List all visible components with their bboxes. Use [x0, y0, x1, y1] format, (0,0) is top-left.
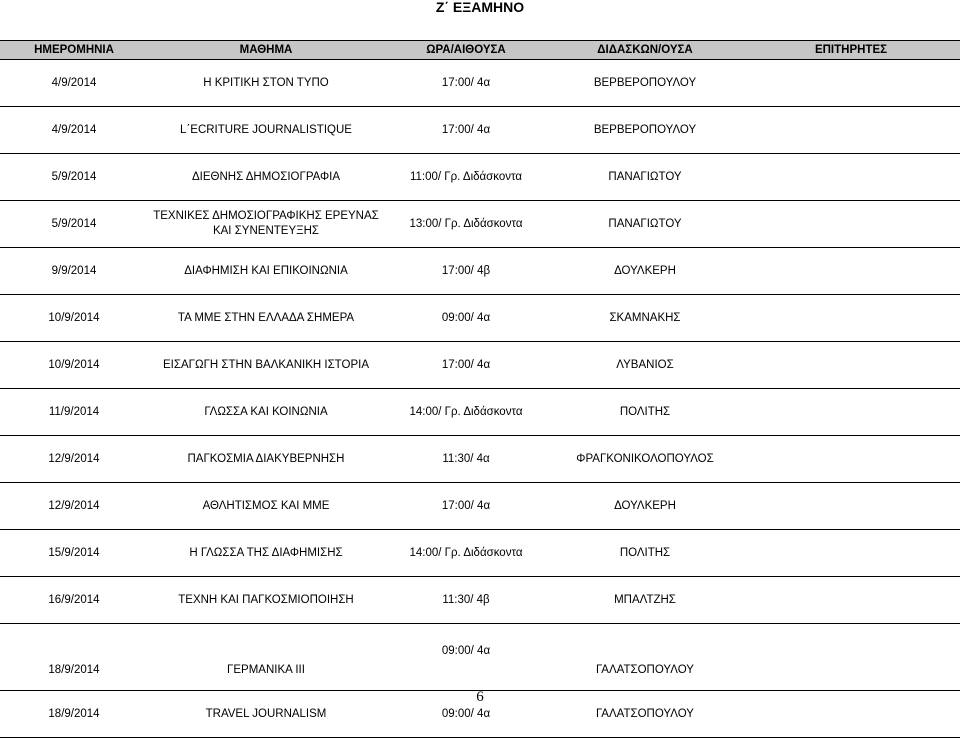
time-room-cell: 13:00/ Γρ. Διδάσκοντα — [384, 201, 548, 248]
proctors-cell — [742, 60, 960, 107]
course-cell: ΤΕΧΝΗ ΚΑΙ ΠΑΓΚΟΣΜΙΟΠΟΙΗΣΗ — [148, 577, 384, 624]
table-row — [0, 483, 960, 530]
table-row — [0, 342, 960, 389]
course-cell: TRAVEL JOURNALISM — [148, 691, 384, 738]
course-cell: ΠΑΓΚΟΣΜΙΑ ΔΙΑΚΥΒΕΡΝΗΣΗ — [148, 436, 384, 483]
time-room-cell: 09:00/ 4α — [384, 691, 548, 738]
teacher-cell: ΛΥΒΑΝΙΟΣ — [548, 342, 742, 389]
course-cell: ΤΑ ΜΜΕ ΣΤΗΝ ΕΛΛΑΔΑ ΣΗΜΕΡΑ — [148, 295, 384, 342]
course-cell: ΤΕΧΝΙΚΕΣ ΔΗΜΟΣΙΟΓΡΑΦΙΚΗΣ ΕΡΕΥΝΑΣ ΚΑΙ ΣΥΝΕΝΤΕΥΞΗΣ — [148, 201, 384, 248]
table-row — [0, 295, 960, 342]
teacher-cell: ΜΠΑΛΤΖΗΣ — [548, 577, 742, 624]
date-cell: 12/9/2014 — [0, 483, 148, 530]
date-cell: 11/9/2014 — [0, 389, 148, 436]
date-cell: 9/9/2014 — [0, 248, 148, 295]
teacher-cell: ΠΟΛΙΤΗΣ — [548, 389, 742, 436]
time-room-cell: 17:00/ 4α — [384, 60, 548, 107]
date-cell: 16/9/2014 — [0, 577, 148, 624]
course-cell: Η ΚΡΙΤΙΚΗ ΣΤΟΝ ΤΥΠΟ — [148, 60, 384, 107]
table-row — [0, 154, 960, 201]
proctors-cell — [742, 436, 960, 483]
date-cell: 4/9/2014 — [0, 107, 148, 154]
teacher-cell: ΠΑΝΑΓΙΩΤΟΥ — [548, 154, 742, 201]
page-number: 6 — [476, 689, 484, 705]
time-room-cell: 11:00/ Γρ. Διδάσκοντα — [384, 154, 548, 201]
teacher-cell: ΣΚΑΜΝΑΚΗΣ — [548, 295, 742, 342]
proctors-cell — [742, 389, 960, 436]
time-room-cell: 11:30/ 4β — [384, 577, 548, 624]
time-room-cell: 14:00/ Γρ. Διδάσκοντα — [384, 530, 548, 577]
proctors-cell — [742, 295, 960, 342]
time-room-cell: 17:00/ 4α — [384, 483, 548, 530]
table-row — [0, 201, 960, 248]
proctors-cell — [742, 624, 960, 691]
teacher-cell: ΓΑΛΑΤΣΟΠΟΥΛΟΥ — [548, 691, 742, 738]
course-cell: L΄ECRITURE JOURNALISTIQUE — [148, 107, 384, 154]
date-cell: 12/9/2014 — [0, 436, 148, 483]
teacher-cell: ΒΕΡΒΕΡΟΠΟΥΛΟΥ — [548, 60, 742, 107]
proctors-cell — [742, 530, 960, 577]
course-cell: ΓΛΩΣΣΑ ΚΑΙ ΚΟΙΝΩΝΙΑ — [148, 389, 384, 436]
table-row — [0, 577, 960, 624]
table-row — [0, 436, 960, 483]
time-room-cell: 14:00/ Γρ. Διδάσκοντα — [384, 389, 548, 436]
course-cell: Η ΓΛΩΣΣΑ ΤΗΣ ΔΙΑΦΗΜΙΣΗΣ — [148, 530, 384, 577]
page-title: Ζ΄ ΕΞΑΜΗΝΟ — [435, 0, 525, 15]
time-room-cell: 09:00/ 4α — [384, 295, 548, 342]
date-cell: 18/9/2014 — [0, 691, 148, 738]
time-room-cell: 11:30/ 4α — [384, 436, 548, 483]
date-cell: 5/9/2014 — [0, 154, 148, 201]
date-cell: 10/9/2014 — [0, 295, 148, 342]
table-header-row — [0, 41, 960, 60]
date-cell: 15/9/2014 — [0, 530, 148, 577]
teacher-cell: ΦΡΑΓΚΟΝΙΚΟΛΟΠΟΥΛΟΣ — [548, 436, 742, 483]
teacher-cell: ΠΟΛΙΤΗΣ — [548, 530, 742, 577]
proctors-cell — [742, 201, 960, 248]
course-cell: ΕΙΣΑΓΩΓΗ ΣΤΗΝ ΒΑΛΚΑΝΙΚΗ ΙΣΤΟΡΙΑ — [148, 342, 384, 389]
time-room-cell: 17:00/ 4α — [384, 107, 548, 154]
proctors-cell — [742, 107, 960, 154]
proctors-cell — [742, 577, 960, 624]
time-room-cell: 09:00/ 4α — [384, 624, 548, 691]
date-cell: 5/9/2014 — [0, 201, 148, 248]
proctors-cell — [742, 342, 960, 389]
column-header-course: ΜΑΘΗΜΑ — [148, 41, 384, 60]
table-row — [0, 530, 960, 577]
table-row — [0, 389, 960, 436]
teacher-cell: ΠΑΝΑΓΙΩΤΟΥ — [548, 201, 742, 248]
exam-schedule-table — [0, 40, 960, 738]
column-header-time-room: ΩΡΑ/ΑΙΘΟΥΣΑ — [384, 41, 548, 60]
teacher-cell: ΒΕΡΒΕΡΟΠΟΥΛΟΥ — [548, 107, 742, 154]
course-cell: ΑΘΛΗΤΙΣΜΟΣ ΚΑΙ ΜΜΕ — [148, 483, 384, 530]
proctors-cell — [742, 154, 960, 201]
teacher-cell: ΔΟΥΛΚΕΡΗ — [548, 248, 742, 295]
teacher-cell: ΔΟΥΛΚΕΡΗ — [548, 483, 742, 530]
proctors-cell — [742, 483, 960, 530]
table-row — [0, 248, 960, 295]
course-cell: ΔΙΑΦΗΜΙΣΗ ΚΑΙ ΕΠΙΚΟΙΝΩΝΙΑ — [148, 248, 384, 295]
time-room-cell: 17:00/ 4α — [384, 342, 548, 389]
date-cell: 4/9/2014 — [0, 60, 148, 107]
course-cell: ΔΙΕΘΝΗΣ ΔΗΜΟΣΙΟΓΡΑΦΙΑ — [148, 154, 384, 201]
course-cell: ΓΕΡΜΑΝΙΚΑ ΙΙΙ — [148, 624, 384, 691]
table-row — [0, 624, 960, 691]
column-header-teacher: ΔΙΔΑΣΚΩΝ/ΟΥΣΑ — [548, 41, 742, 60]
table-row — [0, 60, 960, 107]
date-cell: 10/9/2014 — [0, 342, 148, 389]
column-header-proctors: ΕΠΙΤΗΡΗΤΕΣ — [742, 41, 960, 60]
proctors-cell — [742, 248, 960, 295]
teacher-cell: ΓΑΛΑΤΣΟΠΟΥΛΟΥ — [548, 624, 742, 691]
table-row — [0, 107, 960, 154]
column-header-date: ΗΜΕΡΟΜΗΝΙΑ — [0, 41, 148, 60]
time-room-cell: 17:00/ 4β — [384, 248, 548, 295]
date-cell: 18/9/2014 — [0, 624, 148, 691]
